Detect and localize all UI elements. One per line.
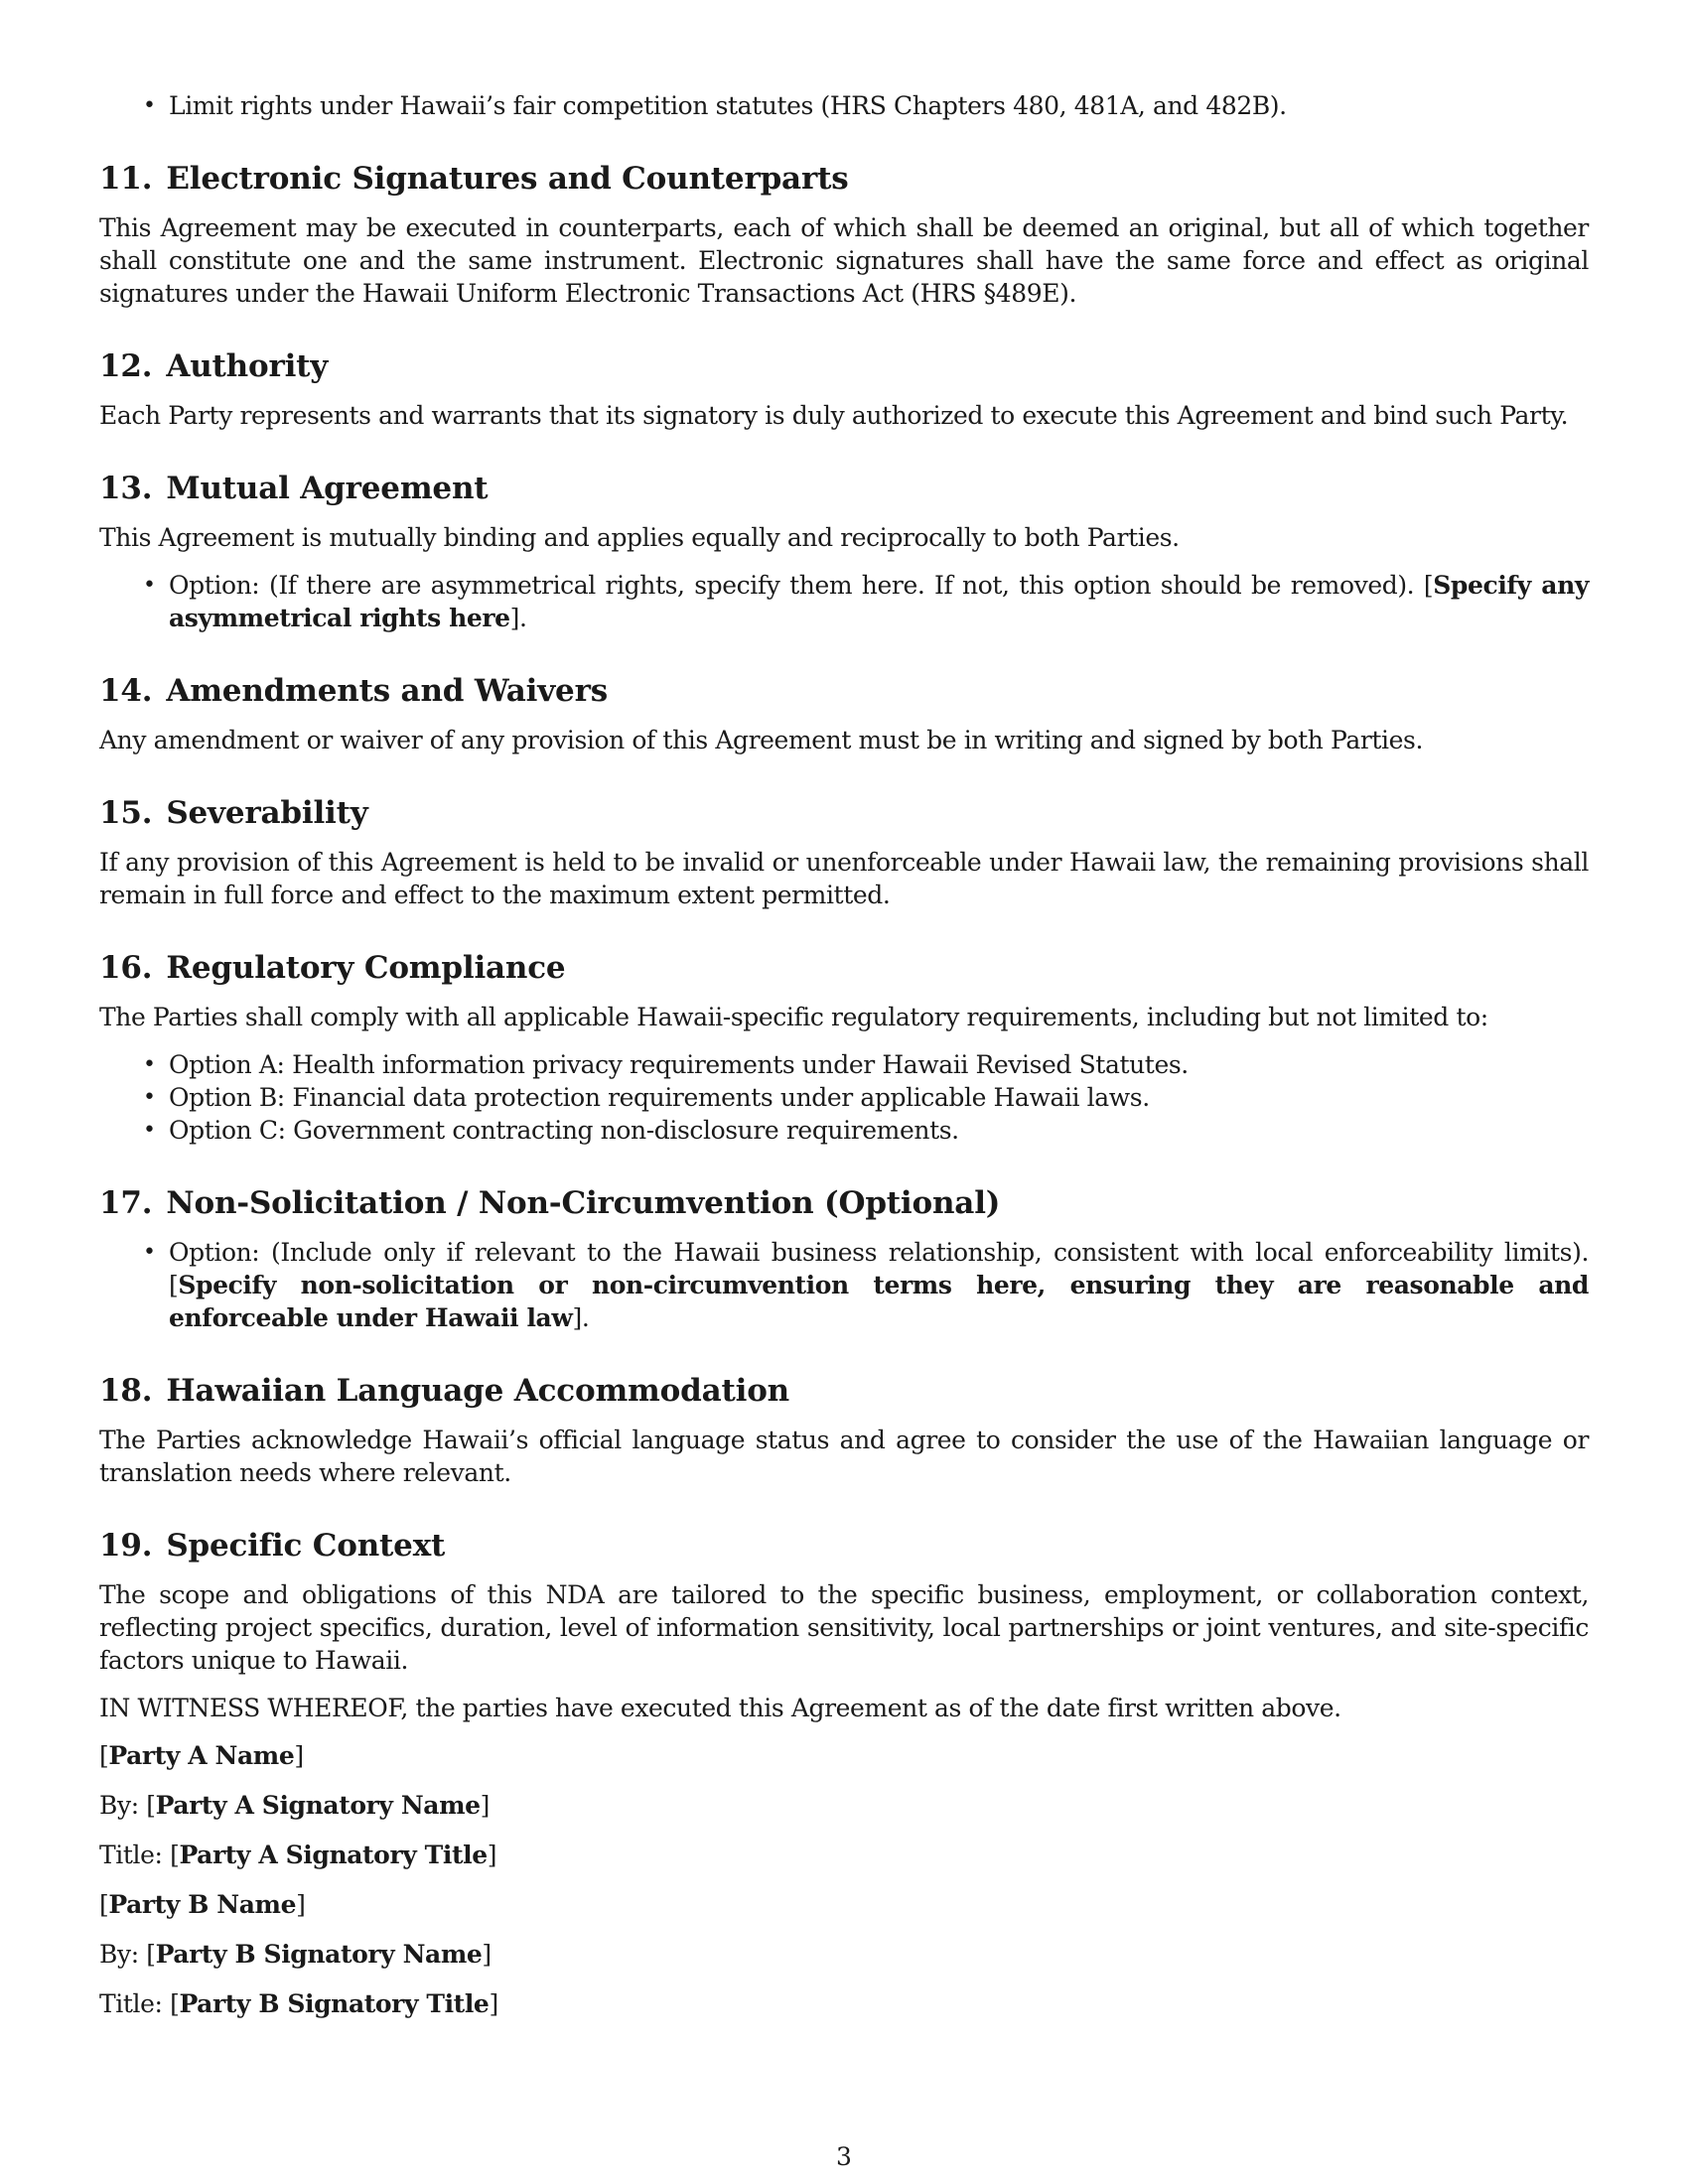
section-title: Non-Solicitation / Non-Circumvention (Optional): [166, 1185, 1001, 1221]
option-text: Option: (If there are asymmetrical rights, specify them here. If not, this option should be removed).: [169, 571, 1415, 600]
placeholder-text: Specify non-solicitation or non-circumvention terms here, ensuring they are reasonable and enforceable under Hawaii law: [169, 1271, 1589, 1332]
page-number: 3: [836, 2142, 852, 2171]
section-number: 17.: [99, 1185, 153, 1221]
party-b-by-line: By: [Party B Signatory Name]: [99, 1940, 492, 1969]
section-title: Amendments and Waivers: [166, 673, 608, 709]
section-15-heading: [99, 794, 1589, 832]
section-18-heading: [99, 1372, 1589, 1410]
section-19-heading: [99, 1527, 1589, 1565]
party-a-name: Party A Name: [108, 1741, 295, 1770]
section-13-body: This Agreement is mutually binding and applies equally and reciprocally to both Parties.: [99, 523, 1180, 552]
section-title: Mutual Agreement: [166, 471, 489, 506]
party-a-name-line: [Party A Name]: [99, 1741, 304, 1770]
section-12-body: Each Party represents and warrants that its signatory is duly authorized to execute this Agreement and bind such Party.: [99, 401, 1569, 430]
section-number: 18.: [99, 1373, 153, 1409]
party-b-name: Party B Name: [108, 1890, 297, 1919]
section-11-heading: [99, 160, 1589, 198]
section-13-heading: [99, 470, 1589, 507]
section-title: Hawaiian Language Accommodation: [166, 1373, 790, 1409]
section-11-body: This Agreement may be executed in counterparts, each of which shall be deemed an original, but all of which together shall constitute one and the same instrument. Electronic signatures shall have the same force and effect as original signatures under the Hawaii Uniform Electronic Transactions Act (HRS §489E).: [99, 213, 1589, 308]
party-a-by-line: By: [Party A Signatory Name]: [99, 1791, 490, 1820]
party-a-title-line: Title: [Party A Signatory Title]: [99, 1841, 497, 1869]
section-16-options: [99, 1048, 1589, 1147]
list-item: • Option: (Include only if relevant to the Hawaii business relationship, consistent with local enforceability limits). [Specify non-solicitation or non-circumvention terms here, ensuring they are reasonable and enforceable under Hawaii law].: [169, 1236, 1589, 1334]
section-19-body: The scope and obligations of this NDA are tailored to the specific business, employment, or collaboration context, reflecting project specifics, duration, level of information sensitivity, local partnerships or joint ventures, and site-specific factors unique to Hawaii.: [99, 1580, 1589, 1675]
section-14-heading: [99, 672, 1589, 710]
title-label: Title:: [99, 1989, 163, 2018]
party-b-signatory-name: Party B Signatory Name: [155, 1940, 483, 1969]
section-number: 11.: [99, 161, 153, 197]
section-17-options: [99, 1236, 1589, 1334]
section-title: Specific Context: [166, 1528, 446, 1564]
section-15-body: If any provision of this Agreement is held to be invalid or unenforceable under Hawaii law, the remaining provisions shall remain in full force and effect to the maximum extent permitted.: [99, 848, 1589, 909]
section-number: 14.: [99, 673, 153, 709]
party-a-signatory-name: Party A Signatory Name: [155, 1791, 481, 1820]
section-title: Authority: [166, 348, 329, 384]
by-label: By:: [99, 1791, 139, 1820]
party-b-title-line: Title: [Party B Signatory Title]: [99, 1989, 498, 2018]
list-item: • Option C: Government contracting non-disclosure requirements.: [169, 1114, 1589, 1147]
section-14-body: Any amendment or waiver of any provision of this Agreement must be in writing and signed by both Parties.: [99, 726, 1424, 754]
intro-bullet-list: [99, 89, 1589, 122]
section-number: 13.: [99, 471, 153, 506]
section-17-heading: [99, 1184, 1589, 1222]
section-16-body: The Parties shall comply with all applicable Hawaii-specific regulatory requirements, including but not limited to:: [99, 1003, 1488, 1031]
party-b-signatory-title: Party B Signatory Title: [179, 1989, 490, 2018]
document-page: [99, 89, 1589, 2037]
section-number: 19.: [99, 1528, 153, 1564]
option-text: Option: (Include only if relevant to the Hawaii business relationship, consistent with local enforceability limits).: [169, 1238, 1589, 1267]
party-b-name-line: [Party B Name]: [99, 1890, 306, 1919]
list-item: • Option A: Health information privacy requirements under Hawaii Revised Statutes.: [169, 1048, 1589, 1081]
section-12-heading: [99, 347, 1589, 385]
section-16-heading: [99, 949, 1589, 987]
section-13-options: [99, 569, 1589, 634]
placeholder-text: Specify any asymmetrical rights here: [169, 571, 1589, 632]
party-a-signatory-title: Party A Signatory Title: [179, 1841, 488, 1869]
section-title: Severability: [166, 795, 368, 831]
section-number: 15.: [99, 795, 153, 831]
witness-statement: IN WITNESS WHEREOF, the parties have executed this Agreement as of the date first written above.: [99, 1694, 1341, 1722]
list-item: • Limit rights under Hawaii’s fair competition statutes (HRS Chapters 480, 481A, and 482B).: [169, 89, 1589, 122]
title-label: Title:: [99, 1841, 163, 1869]
section-number: 16.: [99, 950, 153, 986]
section-18-body: The Parties acknowledge Hawaii’s official language status and agree to consider the use of the Hawaiian language or translation needs where relevant.: [99, 1426, 1589, 1487]
list-item: • Option: (If there are asymmetrical rights, specify them here. If not, this option should be removed). [Specify any asymmetrical rights here].: [169, 569, 1589, 634]
section-title: Regulatory Compliance: [166, 950, 566, 986]
by-label: By:: [99, 1940, 139, 1969]
section-number: 12.: [99, 348, 153, 384]
signature-block: [99, 1739, 1589, 2021]
section-title: Electronic Signatures and Counterparts: [166, 161, 849, 197]
list-item: • Option B: Financial data protection requirements under applicable Hawaii laws.: [169, 1081, 1589, 1114]
